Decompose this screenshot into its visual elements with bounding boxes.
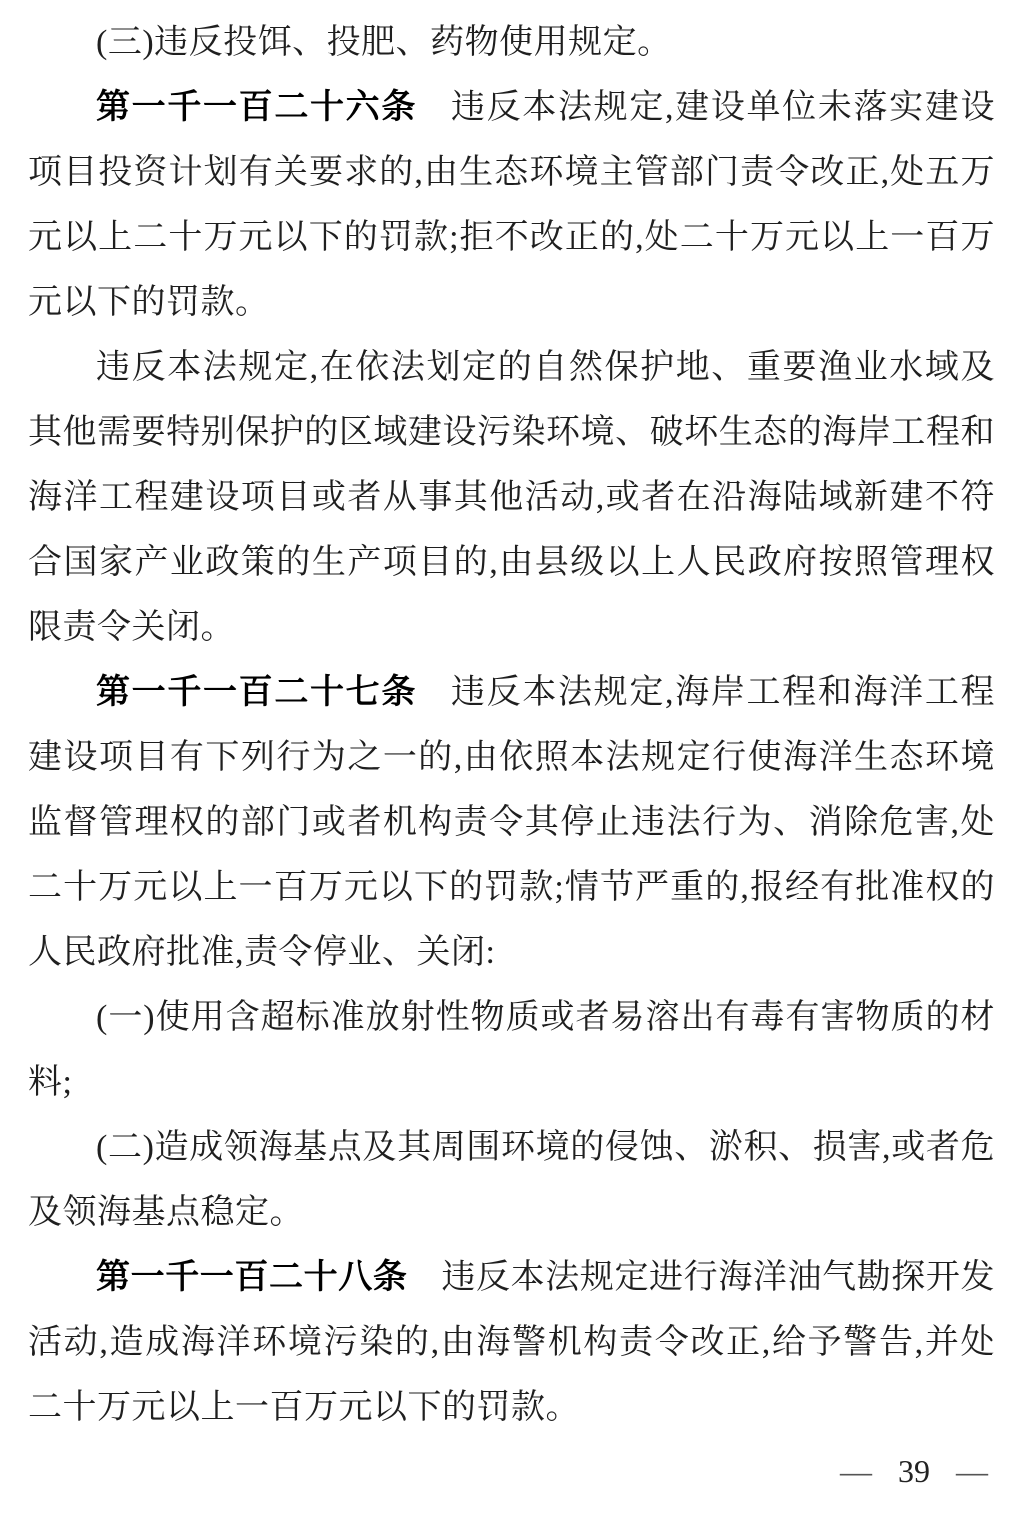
list-item-paragraph: (二)造成领海基点及其周围环境的侵蚀、淤积、损害,或者危及领海基点稳定。 xyxy=(28,1129,995,1231)
footer-dash-left: — xyxy=(840,1453,872,1489)
article-number: 第一千一百二十七条 xyxy=(96,673,417,711)
page-number: 39 xyxy=(898,1453,930,1489)
article-number: 第一千一百二十六条 xyxy=(96,88,417,126)
article-paragraph: 第一千一百二十七条 违反本法规定,海岸工程和海洋工程建设项目有下列行为之一的,由依照本法规定行使海洋生态环境监督管理权的部门或者机构责令其停止违法行为、消除危害,处二十万元以上一百万元以下的罚款;情节严重的,报经有批准权的人民政府批准,责令停业、关闭: xyxy=(28,673,995,971)
article-number: 第一千一百二十八条 xyxy=(96,1258,408,1296)
body-paragraph: 违反本法规定,在依法划定的自然保护地、重要渔业水域及其他需要特别保护的区域建设污染环境、破坏生态的海岸工程和海洋工程建设项目或者从事其他活动,或者在沿海陆域新建不符合国家产业政策的生产项目的,由县级以上人民政府按照管理权限责令关闭。 xyxy=(28,349,995,646)
page-footer xyxy=(840,1455,988,1487)
article-paragraph: 第一千一百二十六条 违反本法规定,建设单位未落实建设项目投资计划有关要求的,由生态环境主管部门责令改正,处五万元以上二十万元以下的罚款;拒不改正的,处二十万元以上一百万元以下的罚款。 xyxy=(28,88,995,321)
document-body xyxy=(28,10,995,1440)
list-item-paragraph: (三)违反投饵、投肥、药物使用规定。 xyxy=(96,24,672,61)
list-item-paragraph: (一)使用含超标准放射性物质或者易溶出有毒有害物质的材料; xyxy=(28,999,995,1101)
article-paragraph: 第一千一百二十八条 违反本法规定进行海洋油气勘探开发活动,造成海洋环境污染的,由海警机构责令改正,给予警告,并处二十万元以上一百万元以下的罚款。 xyxy=(28,1258,995,1426)
footer-dash-right: — xyxy=(956,1453,988,1489)
